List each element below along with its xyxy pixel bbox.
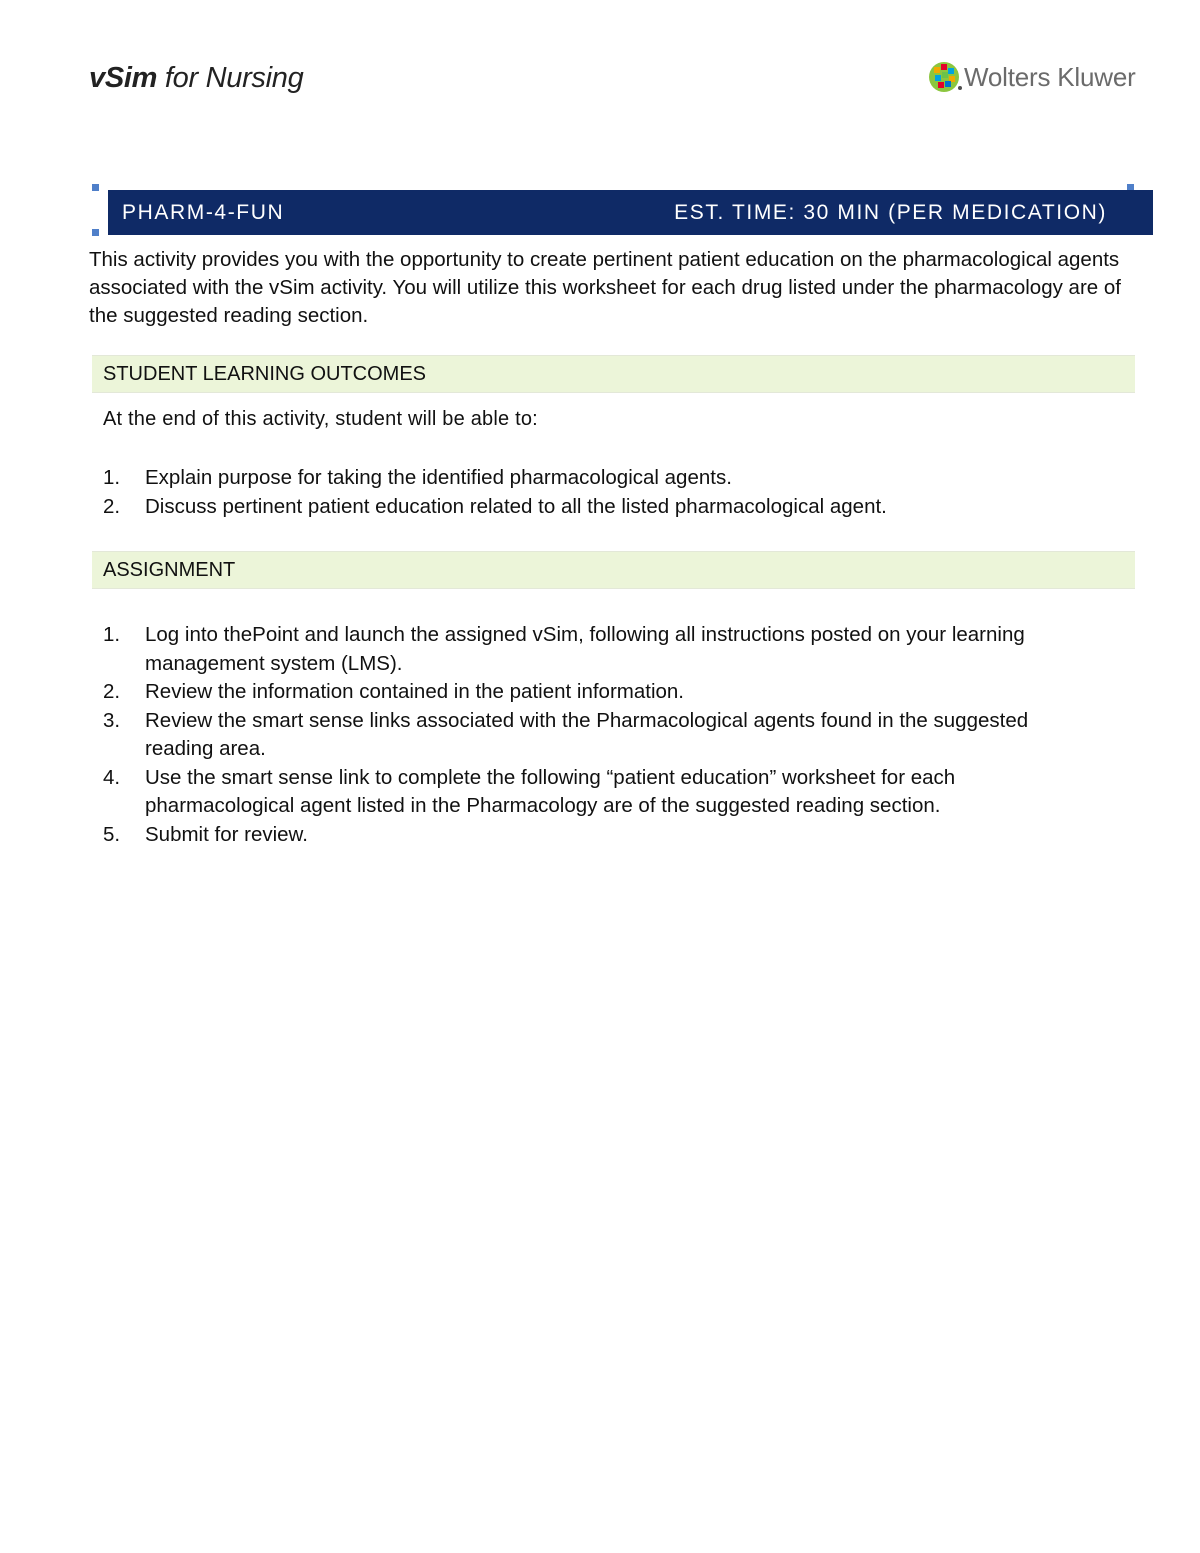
vsim-for-nursing-logo xyxy=(89,62,303,95)
logo-v: v xyxy=(89,62,105,94)
list-number: 1. xyxy=(103,623,121,646)
list-item xyxy=(103,821,1093,850)
section-heading-assignment xyxy=(92,551,1135,589)
outcomes-list xyxy=(103,464,1093,521)
list-text: Explain purpose for taking the identified pharmacological agents. xyxy=(145,466,732,489)
list-item xyxy=(103,678,1093,707)
assignment-list xyxy=(103,621,1093,849)
selection-handle xyxy=(92,229,99,236)
logo-for-nursing: for Nursing xyxy=(157,62,304,94)
list-text: Submit for review. xyxy=(145,822,308,846)
list-item xyxy=(103,464,1093,493)
section-heading-label: ASSIGNMENT xyxy=(103,558,236,581)
list-item xyxy=(103,493,1093,522)
list-number: 2. xyxy=(103,494,121,518)
estimated-time: EST. TIME: 30 MIN (PER MEDICATION) xyxy=(674,200,1107,224)
list-item xyxy=(103,707,1093,764)
list-text: Log into thePoint and launch the assigned vSim, following all instructions posted on your learning management system (LMS). xyxy=(145,623,1025,675)
list-text: Discuss pertinent patient education related to all the listed pharmacological agent. xyxy=(145,494,887,518)
list-number: 2. xyxy=(103,680,121,703)
section-heading-outcomes xyxy=(92,355,1135,393)
intro-paragraph: This activity provides you with the opportunity to create pertinent patient education on the pharmacological agents associated with the vSim activity. You will utilize this worksheet for each drug listed under the pharmacology are of the suggested reading section. xyxy=(89,248,1121,327)
wolters-kluwer-logo xyxy=(928,60,1136,94)
outcomes-lead: At the end of this activity, student will be able to: xyxy=(103,408,538,430)
list-item xyxy=(103,764,1093,821)
selection-handle xyxy=(92,184,99,191)
publisher-name: Wolters Kluwer xyxy=(964,61,1136,92)
list-number: 1. xyxy=(103,466,121,489)
list-text: Review the smart sense links associated with the Pharmacological agents found in the suggested reading area. xyxy=(145,708,1029,760)
list-number: 4. xyxy=(103,765,121,789)
list-number: 3. xyxy=(103,708,121,732)
activity-title: PHARM-4-FUN xyxy=(122,200,285,224)
list-item xyxy=(103,621,1093,678)
logo-sim: Sim xyxy=(104,62,158,94)
list-text: Review the information contained in the patient information. xyxy=(145,680,685,703)
list-number: 5. xyxy=(103,822,121,846)
activity-banner xyxy=(108,190,1153,235)
section-heading-label: STUDENT LEARNING OUTCOMES xyxy=(103,362,426,385)
list-text: Use the smart sense link to complete the following “patient education” worksheet for each pharmacological agent listed in the Pharmacology are of the suggested reading section. xyxy=(145,765,956,817)
wolters-kluwer-globe-icon xyxy=(928,60,962,94)
